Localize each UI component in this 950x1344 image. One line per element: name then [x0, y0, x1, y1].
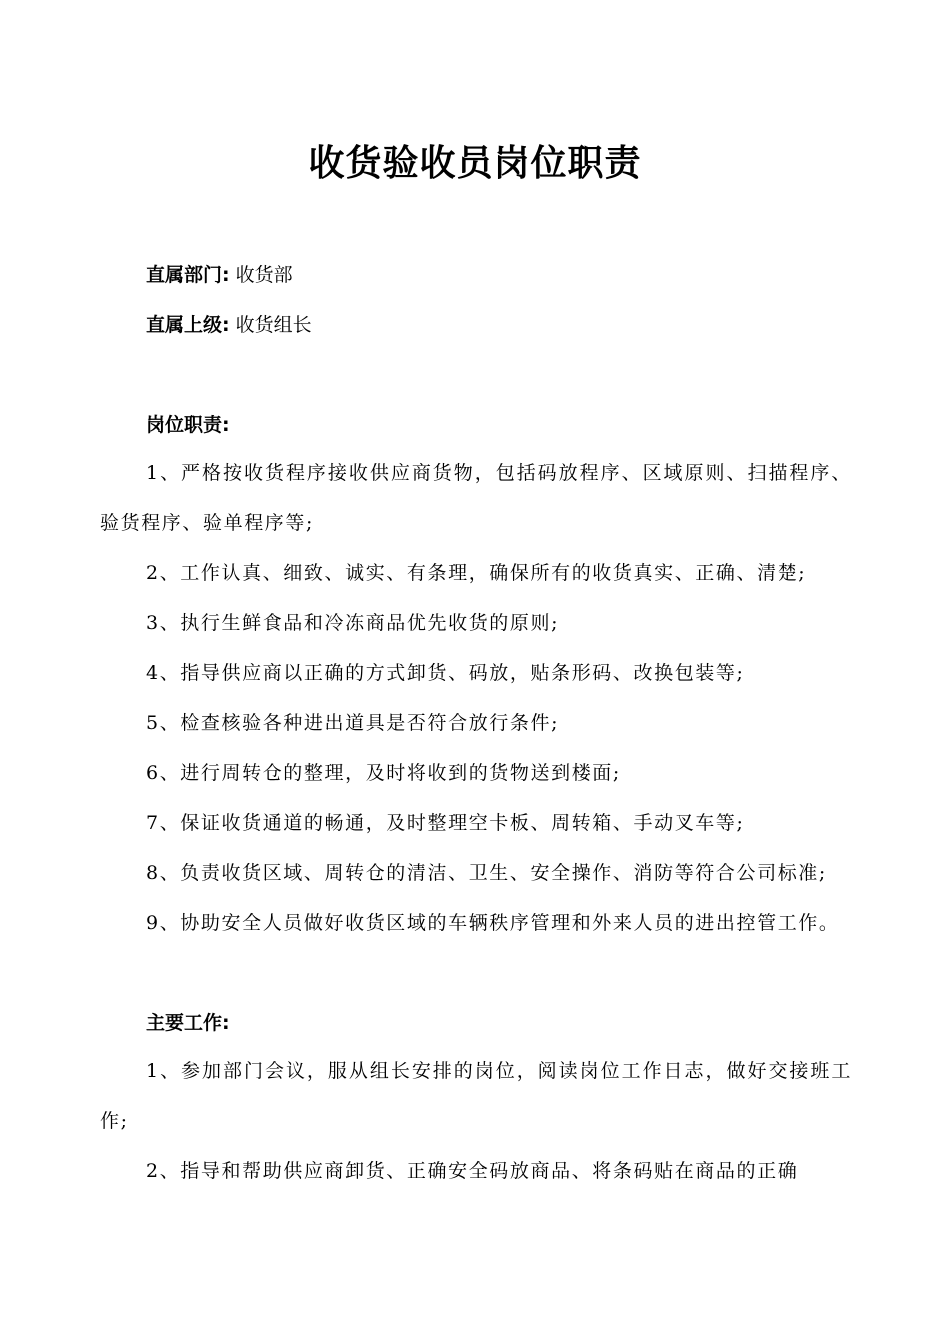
duty-item: 8、负责收货区域、周转仓的清洁、卫生、安全操作、消防等符合公司标准;: [146, 862, 827, 884]
duty-item: 7、保证收货通道的畅通，及时整理空卡板、周转箱、手动叉车等;: [146, 812, 745, 834]
duty-item: 5、检查核验各种进出道具是否符合放行条件;: [146, 712, 560, 734]
duty-item: 2、工作认真、细致、诚实、有条理，确保所有的收货真实、正确、清楚;: [146, 562, 807, 584]
duty-item: 6、进行周转仓的整理，及时将收到的货物送到楼面;: [146, 762, 621, 784]
duties-heading: 岗位职责:: [146, 414, 230, 436]
work-heading: 主要工作:: [146, 1012, 230, 1034]
work-item: 2、指导和帮助供应商卸货、正确安全码放商品、将条码贴在商品的正确: [146, 1160, 799, 1182]
department-value: 收货部: [235, 264, 293, 286]
duty-item: 9、协助安全人员做好收货区域的车辆秩序管理和外来人员的进出控管工作。: [146, 912, 840, 934]
duty-item: 3、执行生鲜食品和冷冻商品优先收货的原则;: [146, 612, 560, 634]
superior-value: 收货组长: [235, 314, 312, 336]
superior-line: [146, 310, 312, 340]
work-item: 1、参加部门会议，服从组长安排的岗位，阅读岗位工作日志，做好交接班工作;: [100, 1060, 852, 1132]
superior-label: 直属上级:: [146, 314, 230, 336]
department-label: 直属部门:: [146, 264, 230, 286]
document-title: 收货验收员岗位职责: [308, 143, 642, 184]
duty-item: 1、严格按收货程序接收供应商货物，包括码放程序、区域原则、扫描程序、验货程序、验单程序等;: [100, 462, 852, 534]
department-line: [146, 260, 293, 290]
duty-item: 4、指导供应商以正确的方式卸货、码放，贴条形码、改换包装等;: [146, 662, 745, 684]
